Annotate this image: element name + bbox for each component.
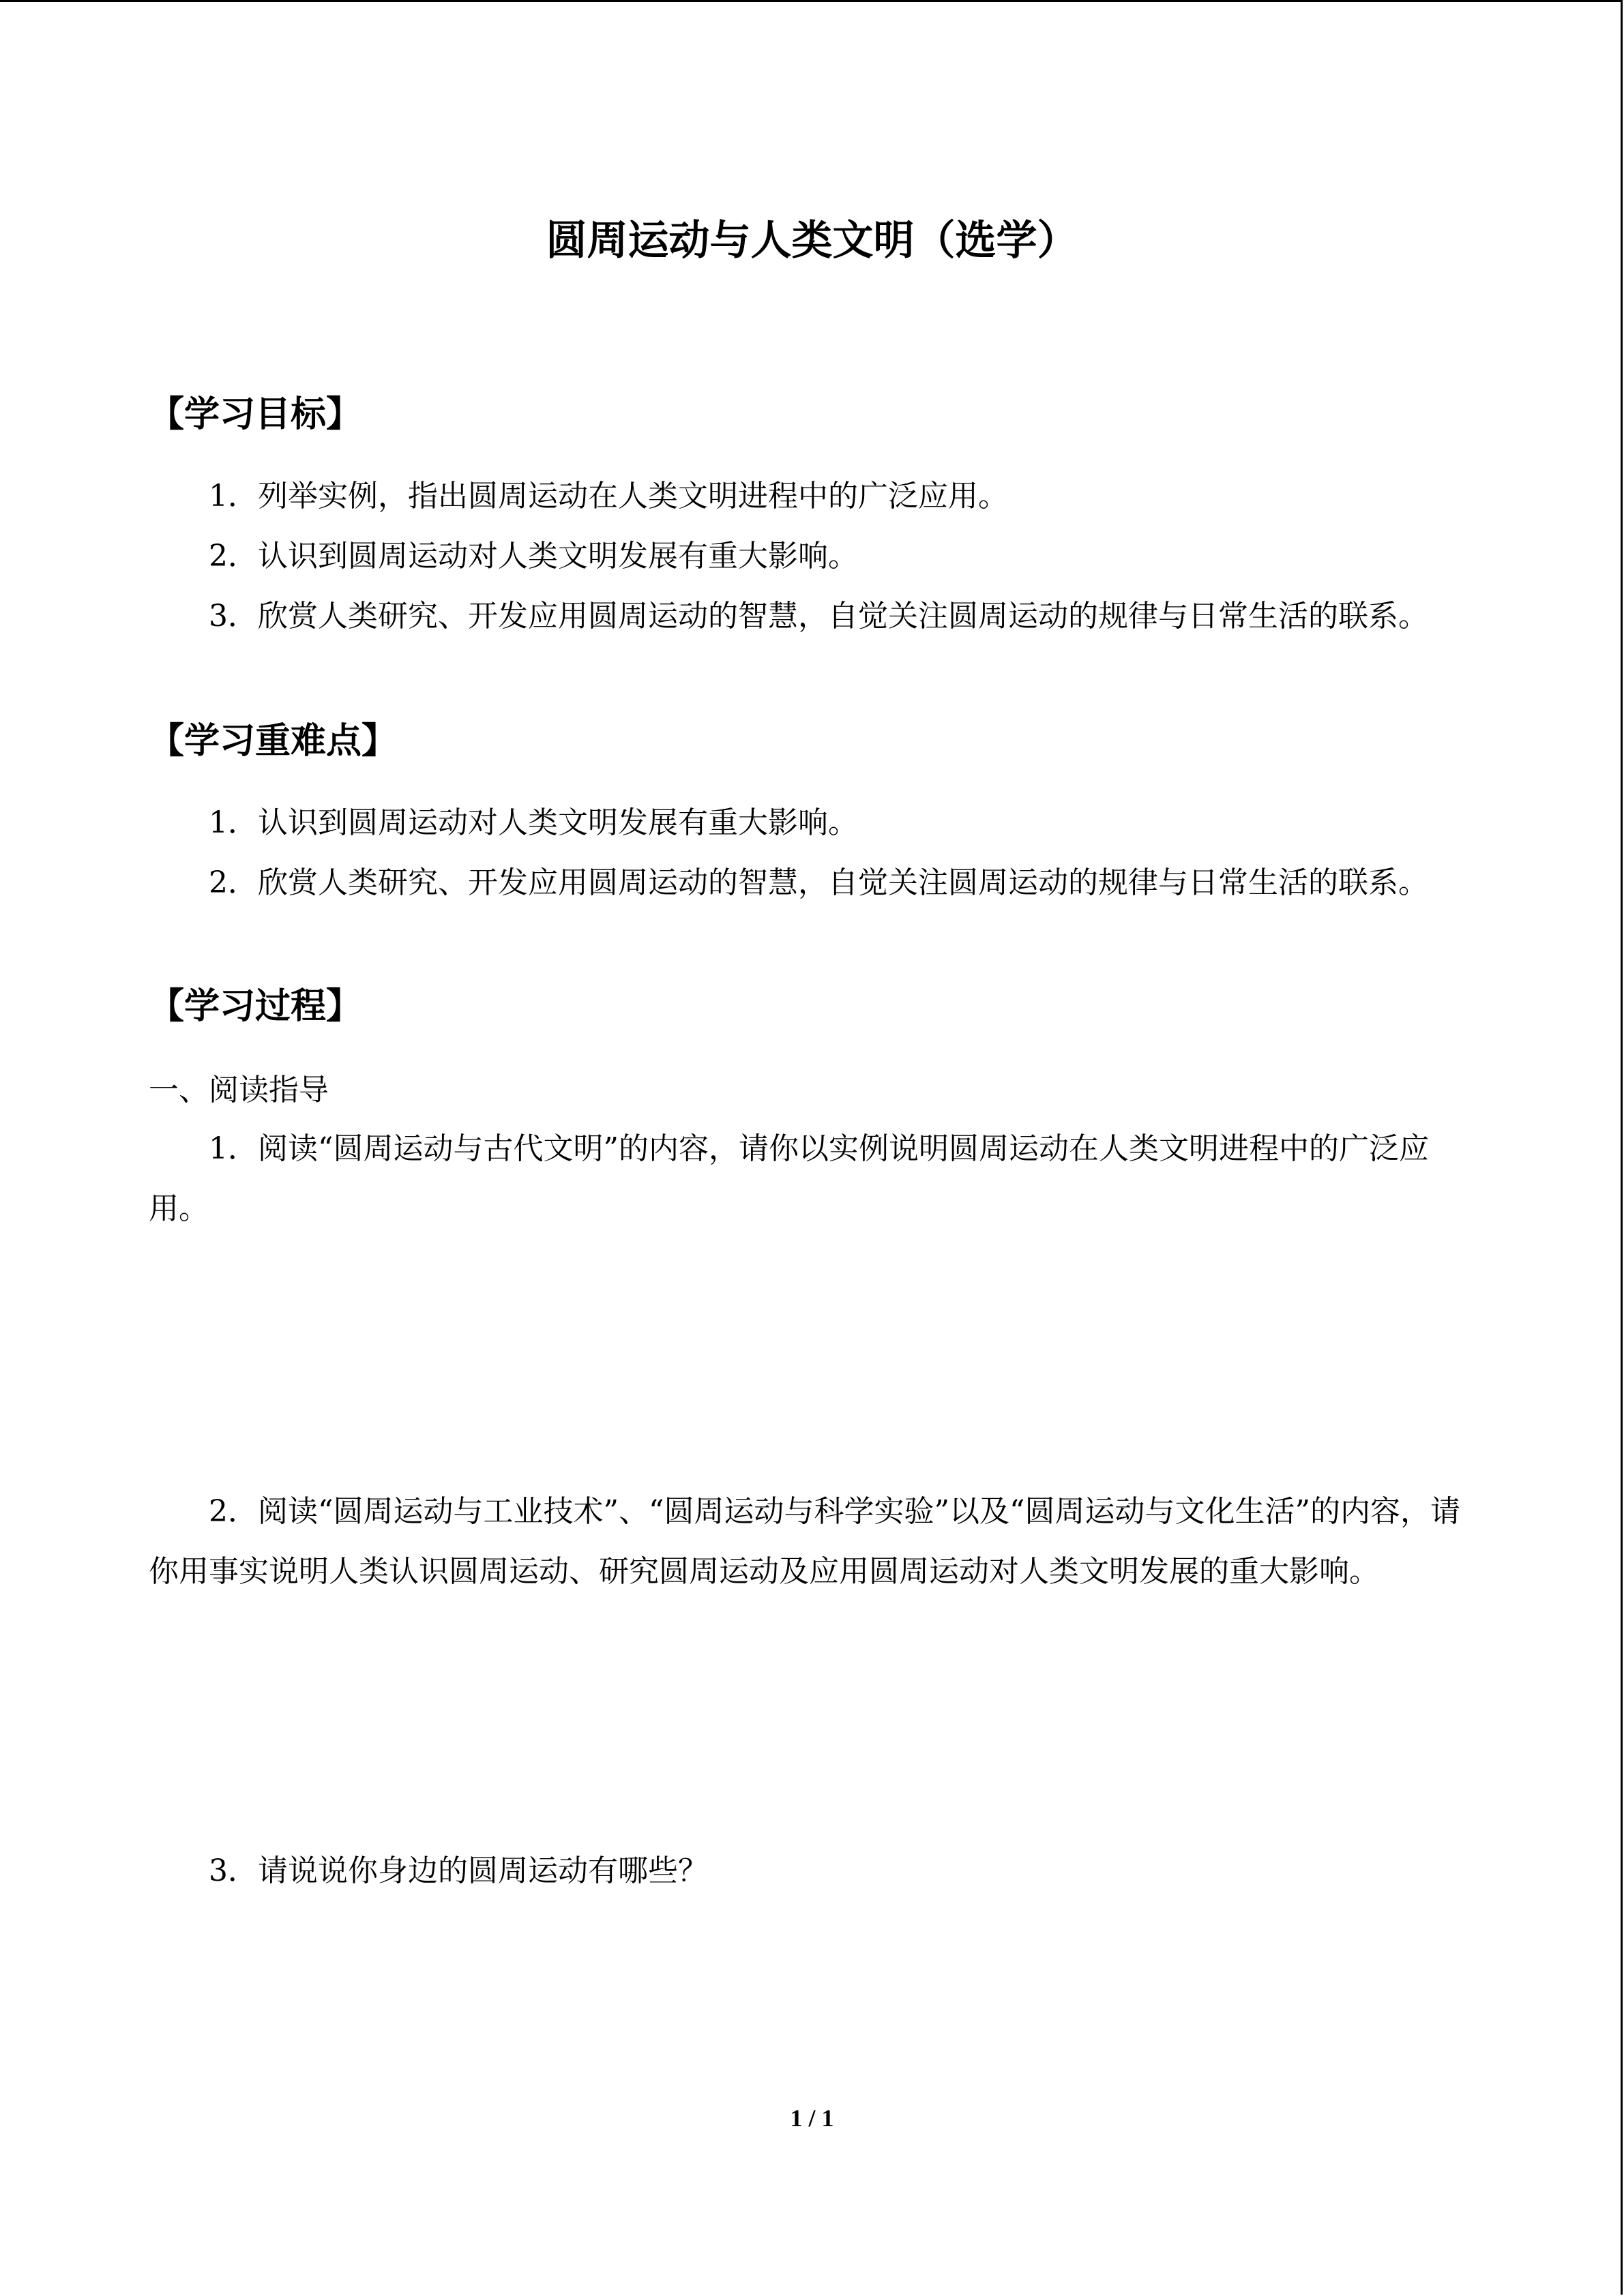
document-title: 圆周运动与人类文明（选学）	[546, 217, 1078, 265]
process-item-1: 1．阅读“圆周运动与古代文明”的内容，请你以实例说明圆周运动在人类文明进程中的广泛应用。	[149, 1131, 1429, 1226]
process-item-2: 2．阅读“圆周运动与工业技术”、“圆周运动与科学实验”以及“圆周运动与文化生活”的内容，请你用事实说明人类认识圆周运动、研究圆周运动及应用圆周运动对人类文明发展的重大影响。	[149, 1494, 1460, 1589]
section-heading-key-points: 【学习重难点】	[149, 721, 398, 762]
key-point-item-1: 1．认识到圆周运动对人类文明发展有重大影响。	[209, 805, 858, 840]
objective-item-3: 3．欣赏人类研究、开发应用圆周运动的智慧，自觉关注圆周运动的规律与日常生活的联系。	[209, 599, 1428, 633]
process-item-3: 3．请说说你身边的圆周运动有哪些？	[209, 1853, 708, 1888]
objective-item-1: 1．列举实例，指出圆周运动在人类文明进程中的广泛应用。	[209, 479, 1008, 513]
process-subheading: 一、阅读指导	[149, 1073, 329, 1107]
section-heading-objectives: 【学习目标】	[149, 394, 362, 435]
objective-item-2: 2．认识到圆周运动对人类文明发展有重大影响。	[209, 539, 858, 573]
section-heading-process: 【学习过程】	[149, 986, 362, 1027]
page-number: 1 / 1	[790, 2104, 834, 2132]
key-point-item-2: 2．欣赏人类研究、开发应用圆周运动的智慧，自觉关注圆周运动的规律与日常生活的联系。	[209, 865, 1428, 900]
